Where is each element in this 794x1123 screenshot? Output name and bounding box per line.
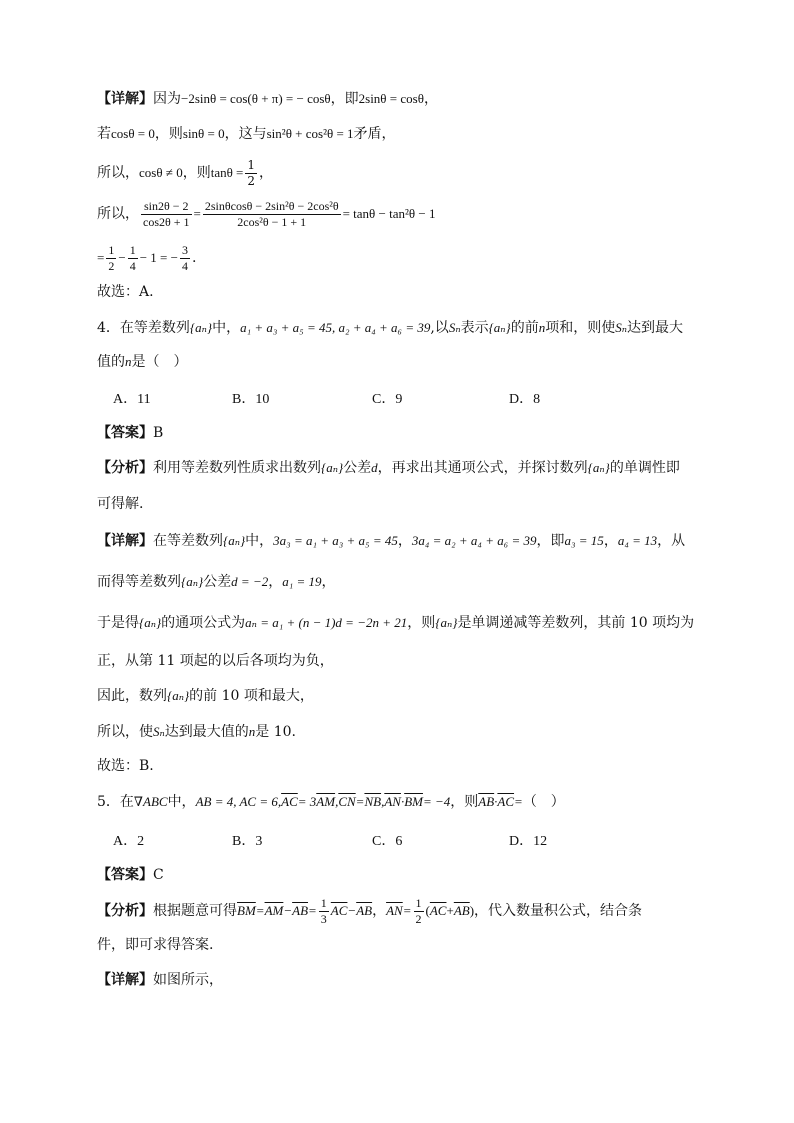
- numerator: 1: [247, 157, 256, 172]
- formula: −2sinθ = cos(θ + π) = − cosθ: [181, 91, 331, 106]
- text: 是（ ）: [131, 354, 188, 370]
- text: 公差: [203, 574, 232, 590]
- denominator: cos2θ + 1: [143, 214, 190, 229]
- text: ，: [603, 533, 618, 549]
- formula: {aₙ}: [435, 615, 458, 630]
- formula: Sₙ: [448, 320, 461, 335]
- text: 根据题意可得: [153, 903, 237, 919]
- answer-value: B: [153, 425, 164, 441]
- fraction: [106, 243, 116, 274]
- detail-tag: 【详解】: [97, 91, 153, 107]
- text: ，: [372, 903, 387, 919]
- formula: −: [118, 250, 126, 265]
- text: ，: [259, 165, 274, 181]
- text: ，: [423, 91, 438, 107]
- text: 在等差数列: [153, 533, 223, 549]
- text: 所以，: [97, 206, 139, 222]
- analysis-tag: 【分析】: [97, 903, 153, 919]
- formula: −: [347, 903, 357, 918]
- answer-tag: 【答案】: [97, 425, 153, 441]
- formula: a₁ + a₃ + a₅ = 45, a₂ + a₄ + a₆ = 39: [240, 320, 431, 335]
- formula: n: [125, 354, 132, 369]
- formula: − 1 = −: [139, 250, 178, 265]
- text: 表示: [460, 320, 489, 336]
- q4-choice: 故选：B.: [97, 758, 154, 774]
- text: ，: [268, 574, 283, 590]
- denominator: 2: [247, 173, 256, 188]
- formula: −: [283, 903, 293, 918]
- q3-detail-line-1: [97, 89, 438, 109]
- q3-choice: 故选：A.: [97, 284, 154, 300]
- formula: a₃ = 15: [564, 533, 604, 548]
- text: 所以，: [97, 165, 139, 181]
- text: 的通项公式为: [161, 615, 246, 631]
- text: ，则: [407, 615, 436, 631]
- q3-detail-line-3: [97, 156, 273, 190]
- formula: = 3: [297, 794, 317, 809]
- vector: $\overline{AB}$: [453, 903, 470, 918]
- text: ,以: [430, 320, 449, 336]
- formula: {aₙ}: [321, 460, 344, 475]
- text: 若: [97, 126, 111, 142]
- vector: $\overline{AB}$: [292, 903, 309, 918]
- text: 中，: [167, 794, 196, 810]
- fraction: [245, 158, 257, 189]
- vector: $\overline{AC}$: [497, 794, 515, 809]
- text: ，: [397, 533, 412, 549]
- vector: $\overline{AM}$: [316, 794, 336, 809]
- text: 的前 10 项和最大，: [189, 688, 314, 704]
- formula: n: [538, 320, 546, 335]
- formula: =: [355, 794, 365, 809]
- denominator: 2: [108, 258, 115, 273]
- denominator: 3: [320, 911, 327, 926]
- formula: Sₙ: [153, 724, 165, 739]
- numerator: 1: [320, 895, 327, 910]
- text: ，则: [182, 165, 211, 181]
- formula: ·: [494, 794, 498, 809]
- formula: = −4: [422, 794, 451, 809]
- q5-answer: [97, 865, 164, 885]
- analysis-tag: 【分析】: [97, 460, 153, 476]
- vector: $\overline{BM}$: [237, 903, 256, 918]
- text: 达到最大值的: [164, 724, 249, 740]
- formula: =: [402, 903, 412, 918]
- answer-tag: 【答案】: [97, 867, 153, 883]
- formula: = tanθ − tan²θ − 1: [342, 206, 436, 221]
- q3-detail-line-2: [97, 124, 396, 144]
- formula: =: [255, 903, 265, 918]
- q5-stem: [97, 792, 565, 812]
- q5-detail-line-1: [97, 970, 223, 990]
- denominator: 4: [181, 258, 188, 273]
- text: 值的: [97, 354, 125, 370]
- formula: ∇ABC: [133, 794, 168, 809]
- q3-detail-line-4: [97, 196, 435, 232]
- text: 于是得: [97, 615, 139, 631]
- formula: =: [514, 794, 523, 809]
- text: 项和，则使: [545, 320, 616, 336]
- text: 公差: [343, 460, 372, 476]
- q5-option-b: B．3: [232, 834, 263, 849]
- q5-analysis-line-2: 件，即可求得答案.: [97, 937, 214, 953]
- text: ，再求出其通项公式，并探讨数列: [377, 460, 588, 476]
- numerator: 1: [108, 242, 115, 257]
- text: 因此，数列: [97, 688, 167, 704]
- fraction: [414, 896, 424, 927]
- numerator: 1: [415, 895, 422, 910]
- formula: 3a₄ = a₂ + a₄ + a₆ = 39: [411, 533, 537, 548]
- vector: $\overline{NB}$: [364, 794, 382, 809]
- formula: d = −2: [231, 574, 269, 589]
- formula: {aₙ}: [587, 460, 610, 475]
- text: 的前: [510, 320, 539, 336]
- text: 中，: [212, 320, 241, 336]
- text: 的单调性即: [609, 460, 680, 476]
- fraction: [319, 896, 329, 927]
- text: （ ）: [522, 794, 565, 810]
- formula: =: [308, 903, 317, 918]
- text: ，则: [450, 794, 479, 810]
- q4-option-b: B．10: [232, 392, 270, 407]
- q4-stem-line-1: [97, 318, 683, 338]
- formula: a₄ = 13: [617, 533, 658, 548]
- q4-analysis-line-1: [97, 458, 680, 478]
- formula: =: [97, 250, 105, 265]
- q4-answer: [97, 423, 163, 443]
- text: 利用等差数列性质求出数列: [153, 460, 321, 476]
- formula: {aₙ}: [167, 688, 190, 703]
- q4-analysis-line-2: 可得解.: [97, 496, 144, 512]
- q4-option-c: C．9: [372, 392, 403, 407]
- text: ，这与: [224, 126, 267, 142]
- numerator: 2sinθcosθ − 2sin²θ − 2cos²θ: [204, 198, 339, 213]
- detail-tag: 【详解】: [97, 533, 153, 549]
- q5-option-d: D．12: [509, 834, 548, 849]
- text: 5．在: [97, 794, 134, 810]
- denominator: 2cos²θ − 1 + 1: [237, 214, 307, 229]
- formula: aₙ = a₁ + (n − 1)d = −2n + 21: [245, 615, 408, 630]
- fraction: [203, 199, 341, 230]
- vector: $\overline{AN}$: [386, 903, 403, 918]
- q5-option-c: C．6: [372, 834, 403, 849]
- formula: (: [425, 903, 430, 918]
- vector: $\overline{AC}$: [429, 903, 447, 918]
- vector: $\overline{BM}$: [404, 794, 423, 809]
- detail-tag: 【详解】: [97, 972, 153, 988]
- numerator: sin2θ − 2: [141, 199, 192, 215]
- text: 而得等差数列: [97, 574, 181, 590]
- formula: a₁ = 19: [282, 574, 322, 589]
- formula: 3a₃ = a₁ + a₃ + a₅ = 45: [273, 533, 398, 548]
- formula: {aₙ}: [189, 320, 213, 335]
- formula: 2sinθ = cosθ: [358, 91, 424, 106]
- text: 如图所示，: [153, 972, 223, 988]
- formula: ·: [400, 794, 405, 809]
- formula: {aₙ}: [181, 574, 204, 589]
- text: 所以，使: [97, 724, 153, 740]
- vector: $\overline{AN}$: [384, 794, 401, 809]
- text: 矛盾，: [353, 126, 396, 142]
- q4-detail-line-4: 正，从第 11 项起的以后各项均为负，: [97, 653, 334, 669]
- formula: {aₙ}: [139, 615, 162, 630]
- formula: d: [371, 460, 378, 475]
- formula: tanθ =: [210, 165, 244, 180]
- fraction: [180, 243, 190, 274]
- formula: ,: [335, 794, 339, 809]
- text: ，即: [330, 91, 359, 107]
- q4-stem-line-2: [97, 352, 188, 372]
- q4-detail-line-2: [97, 572, 336, 592]
- text: ，: [321, 574, 336, 590]
- text: ，即: [536, 533, 565, 549]
- denominator: 2: [415, 911, 422, 926]
- vector: $\overline{AB}$: [478, 794, 495, 809]
- formula: ,: [381, 794, 385, 809]
- text: .: [191, 250, 197, 266]
- formula: n: [248, 724, 256, 739]
- text: ，则: [154, 126, 183, 142]
- formula: cosθ ≠ 0: [139, 165, 183, 180]
- vector: $\overline{AC}$: [330, 903, 348, 918]
- vector: $\overline{AM}$: [264, 903, 284, 918]
- q4-detail-line-5: [97, 686, 314, 706]
- q5-analysis-line-1: [97, 893, 642, 929]
- numerator: 1: [129, 242, 136, 257]
- text: 达到最大: [627, 320, 684, 336]
- q3-detail-line-5: [97, 240, 196, 276]
- formula: cosθ = 0: [111, 126, 155, 141]
- vector: $\overline{AC}$: [281, 794, 298, 809]
- answer-value: C: [153, 867, 164, 883]
- numerator: 3: [181, 242, 188, 257]
- formula: ): [469, 903, 475, 918]
- vector: $\overline{CN}$: [338, 794, 356, 809]
- text: ，从: [657, 533, 686, 549]
- q5-option-a: A．2: [113, 834, 145, 849]
- vector: $\overline{AB}$: [356, 903, 373, 918]
- fraction: [128, 243, 138, 274]
- denominator: 4: [129, 258, 136, 273]
- formula: Sₙ: [615, 320, 628, 335]
- formula: sinθ = 0: [182, 126, 225, 141]
- formula: +: [446, 903, 454, 918]
- q4-option-d: D．8: [509, 392, 541, 407]
- formula: =: [193, 206, 201, 221]
- q4-option-a: A．11: [113, 392, 151, 407]
- q4-detail-line-1: [97, 531, 685, 551]
- formula: sin²θ + cos²θ = 1: [266, 126, 354, 141]
- q4-detail-line-3: [97, 613, 694, 633]
- text: 4．在等差数列: [97, 320, 190, 336]
- text: 因为: [153, 91, 181, 107]
- formula: {aₙ}: [223, 533, 246, 548]
- fraction: [141, 199, 192, 230]
- text: 是单调递减等差数列，其前 10 项均为: [457, 615, 695, 631]
- text: 中，: [245, 533, 274, 549]
- text: 是 10.: [255, 724, 296, 740]
- formula: {aₙ}: [488, 320, 511, 335]
- q4-detail-line-6: [97, 722, 296, 742]
- text: ，代入数量积公式，结合条: [474, 903, 643, 919]
- formula: AB = 4, AC = 6,: [195, 794, 282, 809]
